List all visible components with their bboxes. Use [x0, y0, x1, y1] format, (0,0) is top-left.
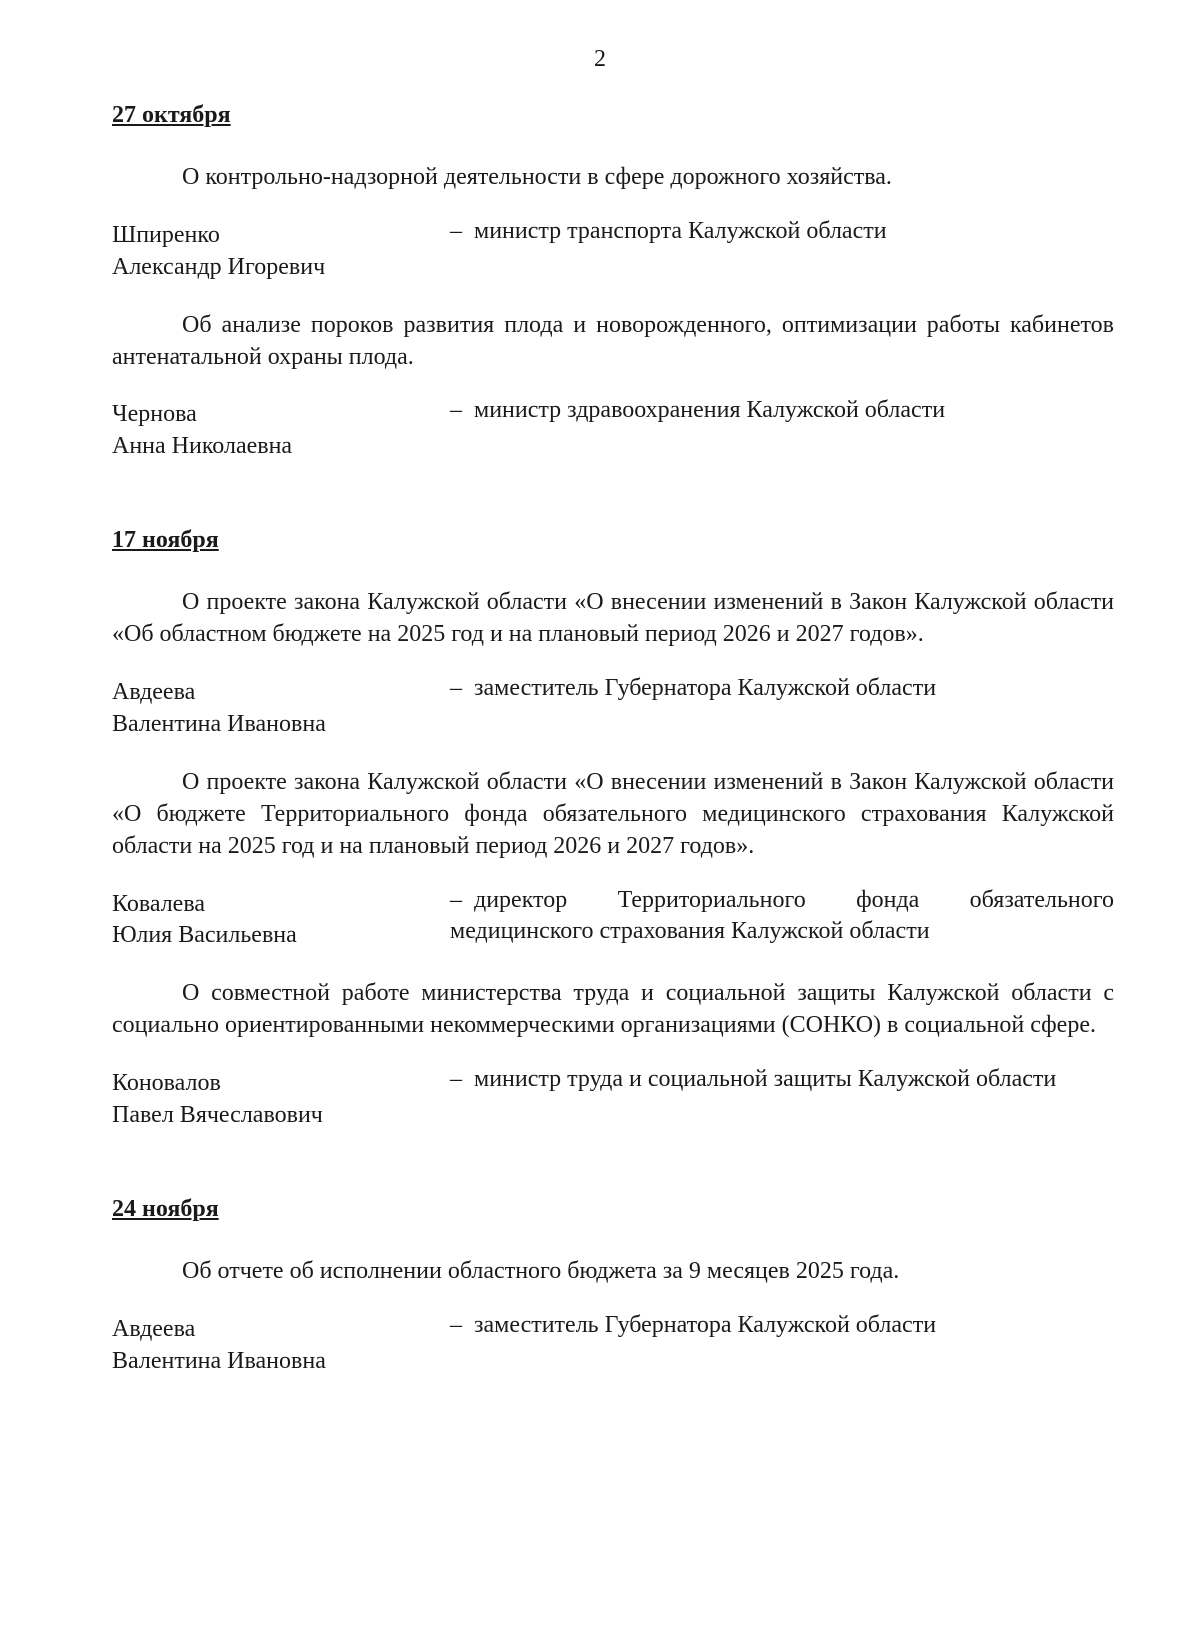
speaker-block	[112, 1064, 1114, 1132]
speaker-surname: Ковалева	[112, 890, 205, 917]
agenda-content	[112, 100, 1114, 1440]
speaker-role: министр труда и социальной защиты Калужской области	[474, 1066, 1057, 1093]
speaker-role: министр транспорта Калужской области	[474, 217, 887, 244]
role-dash: –	[450, 397, 462, 424]
speaker-given-names: Анна Николаевна	[112, 433, 293, 460]
agenda-item	[112, 162, 1114, 284]
role-dash: –	[450, 886, 462, 913]
speaker-given-names: Павел Вячеславович	[112, 1102, 323, 1129]
speaker-role-line	[450, 885, 1114, 953]
agenda-item	[112, 587, 1114, 741]
section-nov-24	[112, 1194, 1114, 1378]
role-dash: –	[450, 217, 462, 244]
agenda-item	[112, 978, 1114, 1132]
speaker-surname: Чернова	[112, 401, 197, 428]
section-nov-17	[112, 525, 1114, 1132]
agenda-topic: О контрольно-надзорной деятельности в сфере дорожного хозяйства.	[182, 163, 892, 190]
agenda-topic: О проекте закона Калужской области «О внесении изменений в Закон Калужской области «О бюджете Территориального фонда обязательного медицинского страхования Калужской области на 2025 год и на плановый период 2026 и 2027 годов».	[112, 768, 1114, 859]
agenda-topic: О проекте закона Калужской области «О внесении изменений в Закон Калужской области «Об областном бюджете на 2025 год и на плановый период 2026 и 2027 годов».	[112, 589, 1114, 648]
speaker-role-line	[450, 1310, 1114, 1378]
role-dash: –	[450, 1311, 462, 1338]
speaker-role-line	[450, 673, 1114, 741]
agenda-item	[112, 310, 1114, 464]
speaker-surname: Коновалов	[112, 1070, 221, 1097]
speaker-role-line	[450, 1064, 1114, 1132]
speaker-block	[112, 673, 1114, 741]
speaker-name	[112, 677, 450, 741]
speaker-name	[112, 889, 450, 953]
speaker-name	[112, 220, 450, 284]
speaker-given-names: Валентина Ивановна	[112, 710, 326, 737]
agenda-topic: Об отчете об исполнении областного бюджета за 9 месяцев 2025 года.	[182, 1257, 900, 1284]
speaker-given-names: Валентина Ивановна	[112, 1347, 326, 1374]
section-oct-27	[112, 100, 1114, 463]
speaker-block	[112, 1310, 1114, 1378]
speaker-block	[112, 395, 1114, 463]
agenda-item	[112, 1256, 1114, 1378]
speaker-role: директор Территориального фонда обязательного медицинского страхования Калужской области	[450, 886, 1114, 945]
speaker-role-line	[450, 216, 1114, 284]
page-number: 2	[594, 46, 606, 72]
role-dash: –	[450, 1066, 462, 1093]
agenda-item	[112, 767, 1114, 953]
speaker-name	[112, 1068, 450, 1132]
speaker-role: заместитель Губернатора Калужской области	[474, 674, 937, 701]
speaker-name	[112, 1314, 450, 1378]
speaker-block	[112, 885, 1114, 953]
speaker-name	[112, 399, 450, 463]
speaker-role-line	[450, 395, 1114, 463]
date-heading: 27 октября	[112, 102, 231, 128]
speaker-role: министр здравоохранения Калужской области	[474, 397, 946, 424]
role-dash: –	[450, 674, 462, 701]
date-heading: 24 ноября	[112, 1195, 219, 1222]
speaker-block	[112, 216, 1114, 284]
date-heading: 17 ноября	[112, 527, 219, 554]
speaker-surname: Авдеева	[112, 678, 196, 705]
agenda-topic: О совместной работе министерства труда и социальной защиты Калужской области с социально ориентированными некоммерческими организациями (СОНКО) в социальной сфере.	[112, 980, 1114, 1039]
speaker-role: заместитель Губернатора Калужской области	[474, 1311, 937, 1338]
agenda-topic: Об анализе пороков развития плода и новорожденного, оптимизации работы кабинетов антенатальной охраны плода.	[112, 311, 1114, 370]
speaker-surname: Авдеева	[112, 1315, 196, 1342]
speaker-surname: Шпиренко	[112, 221, 220, 248]
speaker-given-names: Юлия Васильевна	[112, 922, 297, 949]
speaker-given-names: Александр Игоревич	[112, 253, 326, 280]
